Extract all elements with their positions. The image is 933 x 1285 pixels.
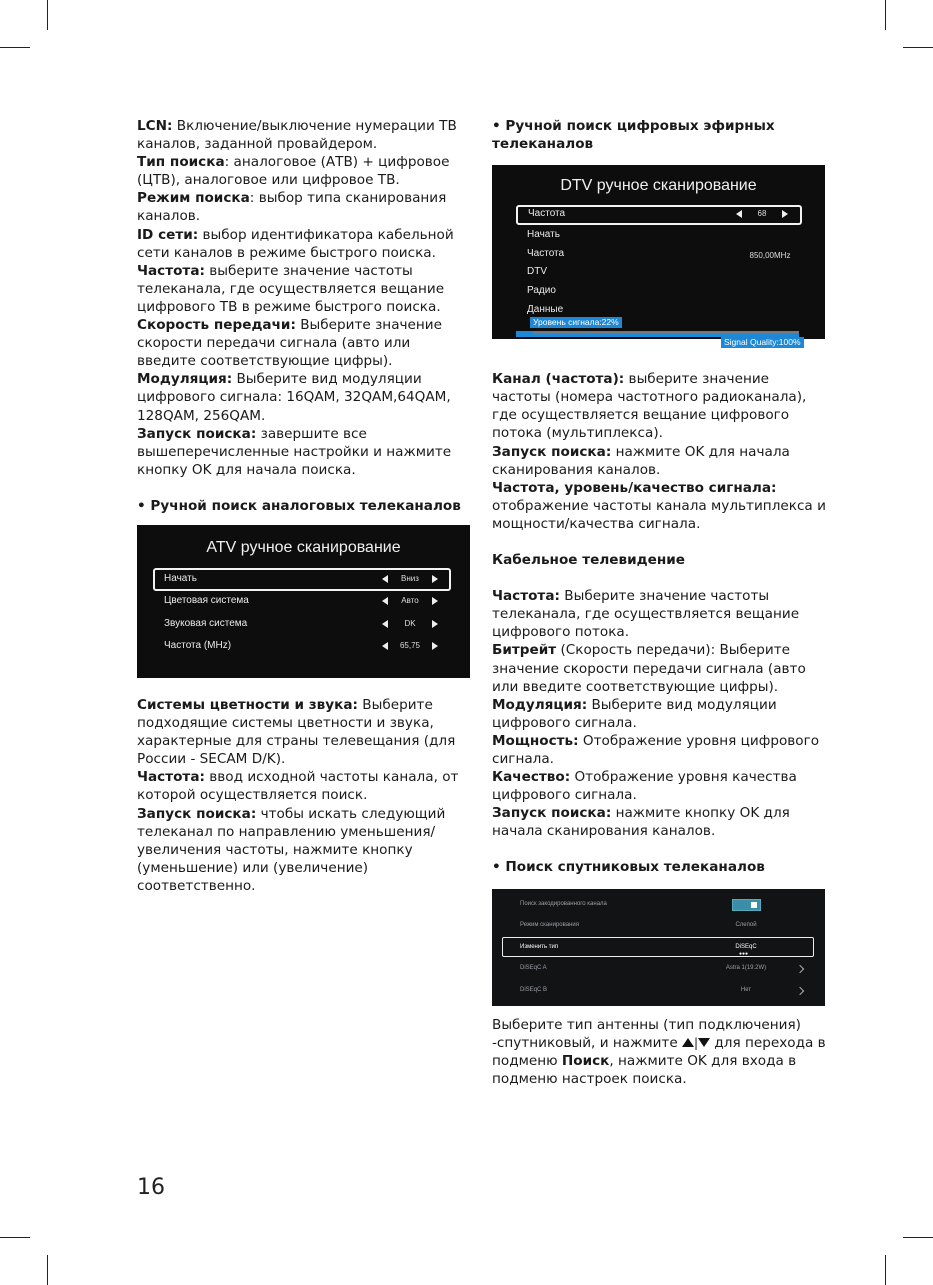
left-arrow-icon[interactable] <box>382 642 388 650</box>
signal-quality-label: Signal Quality:100% <box>721 337 804 348</box>
definition: Включение/выключение нумерации ТВ каналов, заданной провайдером. <box>137 118 457 153</box>
left-arrow-icon[interactable] <box>736 210 742 218</box>
definition: завершите все вышеперечисленные настройки и нажмите кнопку OK для начала поиска. <box>137 425 452 478</box>
left-column <box>137 117 472 895</box>
term: Качество: <box>492 769 571 786</box>
right-arrow-icon[interactable] <box>432 642 438 650</box>
paragraph-item <box>492 768 827 804</box>
dtv-row-label[interactable]: Начать <box>527 229 560 241</box>
atv-row-label[interactable]: Звуковая система <box>164 617 248 629</box>
toggle-knob <box>751 902 757 908</box>
paragraph-item <box>492 370 827 442</box>
atv-row-value: Вниз <box>401 573 419 583</box>
right-arrow-icon[interactable] <box>782 210 788 218</box>
crop-mark <box>885 1255 886 1285</box>
right-column <box>492 117 827 1088</box>
crop-mark <box>903 47 933 48</box>
page-number: 16 <box>137 1175 165 1200</box>
dtv-frequency-value: 850,00MHz <box>749 251 791 261</box>
paragraph-item <box>137 425 472 479</box>
crop-mark <box>885 0 886 30</box>
crop-mark <box>0 1237 30 1238</box>
sat-row-label[interactable]: DiSEqC A <box>520 965 547 972</box>
definition: отображение частоты канала мультиплекса и мощности/качества сигнала. <box>492 497 826 532</box>
paragraph-item <box>137 226 472 262</box>
cable-description <box>492 587 827 840</box>
satellite-scan-screen <box>492 889 825 1006</box>
dtv-screen-title: DTV ручное сканирование <box>560 177 757 195</box>
paragraph-item <box>492 443 827 479</box>
definition: ввод исходной частоты канала, от которой осуществляется поиск. <box>137 769 459 804</box>
satellite-search-heading: • Поиск спутниковых телеканалов <box>492 859 765 876</box>
sat-row-label[interactable]: DiSEqC B <box>520 986 548 993</box>
definition: (Скорость передачи): Выберите значение скорости передачи сигнала (авто или введите соответствующие цифры). <box>492 642 806 695</box>
term: Запуск поиска: <box>492 805 612 822</box>
term: Скорость передачи: <box>137 317 296 334</box>
right-arrow-icon[interactable] <box>432 620 438 628</box>
definition: выберите значение частоты телеканала, где осуществляется вещание цифрового ТВ в режиме быстрого поиска. <box>137 262 445 315</box>
term: Канал (частота): <box>492 371 625 388</box>
atv-row-label[interactable]: Частота (MHz) <box>164 640 232 652</box>
paragraph-item <box>137 696 472 768</box>
selection-frame <box>502 937 814 957</box>
paragraph-item <box>137 768 472 804</box>
paragraph-item <box>492 587 827 641</box>
dtv-row-label[interactable]: Частота <box>527 247 565 259</box>
crop-mark <box>0 47 30 48</box>
definition: Отображение уровня качества цифрового сигнала. <box>492 769 797 804</box>
atv-scan-screen <box>137 525 470 678</box>
sat-row-value: DiSEqC <box>735 943 757 950</box>
dtv-scan-screen <box>492 165 825 348</box>
paragraph-item <box>137 262 472 316</box>
sat-row-value: Нет <box>740 986 752 993</box>
dtv-row-label[interactable]: Данные <box>527 303 564 315</box>
term: Частота: <box>137 262 205 279</box>
term: ID сети: <box>137 226 199 243</box>
definition: : выбор типа сканирования каналов. <box>137 190 447 225</box>
term: Запуск поиска: <box>137 425 257 442</box>
right-arrow-icon[interactable] <box>432 575 438 583</box>
paragraph-item <box>137 189 472 225</box>
paragraph-item <box>137 117 472 153</box>
definition: чтобы искать следующий телеканал по направлению уменьшения/увеличения частоты, нажмите кнопку (уменьшение) или (увеличение) соответственно. <box>137 805 446 894</box>
term: Запуск поиска: <box>492 443 612 460</box>
digital-description <box>492 370 827 533</box>
settings-description <box>137 117 472 479</box>
term: Битрейт <box>492 642 557 659</box>
term: Модуляция: <box>492 696 588 713</box>
left-arrow-icon[interactable] <box>382 597 388 605</box>
cable-heading: Кабельное телевидение <box>492 552 685 569</box>
definition: Выберите подходящие системы цветности и звука, характерные для страны телевещания (для России - SECAM D/K). <box>137 696 456 768</box>
signal-quality-fill <box>516 334 799 337</box>
term: Частота, уровень/качество сигнала: <box>492 479 777 496</box>
dtv-row-channel[interactable]: Частота <box>528 208 566 220</box>
definition: нажмите OK для начала сканирования каналов. <box>492 443 790 478</box>
term: LCN: <box>137 118 173 134</box>
dtv-row-label[interactable]: DTV <box>527 266 547 278</box>
term: Частота: <box>137 769 205 786</box>
definition: Выберите вид модуляции цифрового сигнала: 16QAM, 32QAM,64QAM, 128QAM, 256QAM. <box>137 371 451 424</box>
paragraph-item <box>492 479 827 533</box>
dtv-row-label[interactable]: Радио <box>527 284 556 296</box>
crop-mark <box>903 1237 933 1238</box>
crop-mark <box>47 1255 48 1285</box>
right-arrow-icon[interactable] <box>432 597 438 605</box>
paragraph-item <box>492 804 827 840</box>
term: Мощность: <box>492 732 579 749</box>
sat-row-value: Слепой <box>735 922 757 929</box>
term: Запуск поиска: <box>137 805 257 822</box>
definition: выбор идентификатора кабельной сети каналов в режиме быстрого поиска. <box>137 226 454 261</box>
definition: Выберите вид модуляции цифрового сигнала. <box>492 696 777 731</box>
analog-description <box>137 696 472 895</box>
atv-row-label[interactable]: Цветовая система <box>164 595 249 607</box>
chevron-right-icon[interactable] <box>796 965 804 973</box>
atv-row-value: Авто <box>401 596 419 606</box>
sat-row-label[interactable]: Режим сканирования <box>520 922 579 929</box>
sat-row-label[interactable]: Изменить тип <box>520 943 559 950</box>
definition: Отображение уровня цифрового сигнала. <box>492 732 820 767</box>
dtv-channel-value: 68 <box>757 209 767 219</box>
paragraph-item <box>137 370 472 424</box>
definition: нажмите кнопку OK для начала сканирования каналов. <box>492 805 790 840</box>
crop-mark <box>47 0 48 30</box>
term: Тип поиска <box>137 154 225 171</box>
definition: выберите значение частоты (номера частотного радиоканала), где осуществляется вещание цифрового потока (мультиплекса). <box>492 371 807 442</box>
left-arrow-icon[interactable] <box>382 620 388 628</box>
satellite-description: Выберите тип антенны (тип подключения) -спутниковый, и нажмите | для перехода в подменю Поиск, нажмите OK для входа в подменю настроек поиска. <box>492 1016 826 1087</box>
signal-level-label: Уровень сигнала:22% <box>530 317 622 328</box>
atv-row-value: 65,75 <box>399 641 421 651</box>
analog-search-heading: • Ручной поиск аналоговых телеканалов <box>137 497 461 514</box>
atv-row-label[interactable]: Начать <box>164 572 197 584</box>
paragraph-item <box>137 805 472 895</box>
definition: Выберите значение скорости передачи сигнала (авто или введите соответствующие цифры). <box>137 317 443 370</box>
atv-row-value: DK <box>404 618 416 628</box>
paragraph-item <box>492 732 827 768</box>
down-arrow-icon <box>698 1038 710 1047</box>
definition: : аналоговое (АТВ) + цифровое (ЦТВ), аналоговое или цифровое ТВ. <box>137 154 450 189</box>
paragraph-item <box>137 153 472 189</box>
sat-row-label[interactable]: Поиск закодированного канала <box>520 900 607 907</box>
digital-search-heading: • Ручной поиск цифровых эфирных телеканалов <box>492 118 775 153</box>
signal-quality-bar <box>516 334 799 337</box>
toggle-switch[interactable] <box>732 899 761 911</box>
up-arrow-icon <box>682 1038 694 1047</box>
paragraph-item <box>492 696 827 732</box>
definition: Выберите значение частоты телеканала, где осуществляется вещание цифрового потока. <box>492 588 800 641</box>
paragraph-item <box>137 316 472 370</box>
term: Частота: <box>492 588 560 605</box>
term: Модуляция: <box>137 371 233 388</box>
term: Режим поиска <box>137 190 250 207</box>
dots-indicator: ●●● <box>739 950 749 957</box>
paragraph-item <box>492 641 827 695</box>
left-arrow-icon[interactable] <box>382 575 388 583</box>
atv-screen-title: ATV ручное сканирование <box>206 538 401 556</box>
term: Системы цветности и звука: <box>137 696 358 713</box>
chevron-right-icon[interactable] <box>796 986 804 994</box>
sat-row-value: Astra 1(19.2W) <box>725 965 767 972</box>
